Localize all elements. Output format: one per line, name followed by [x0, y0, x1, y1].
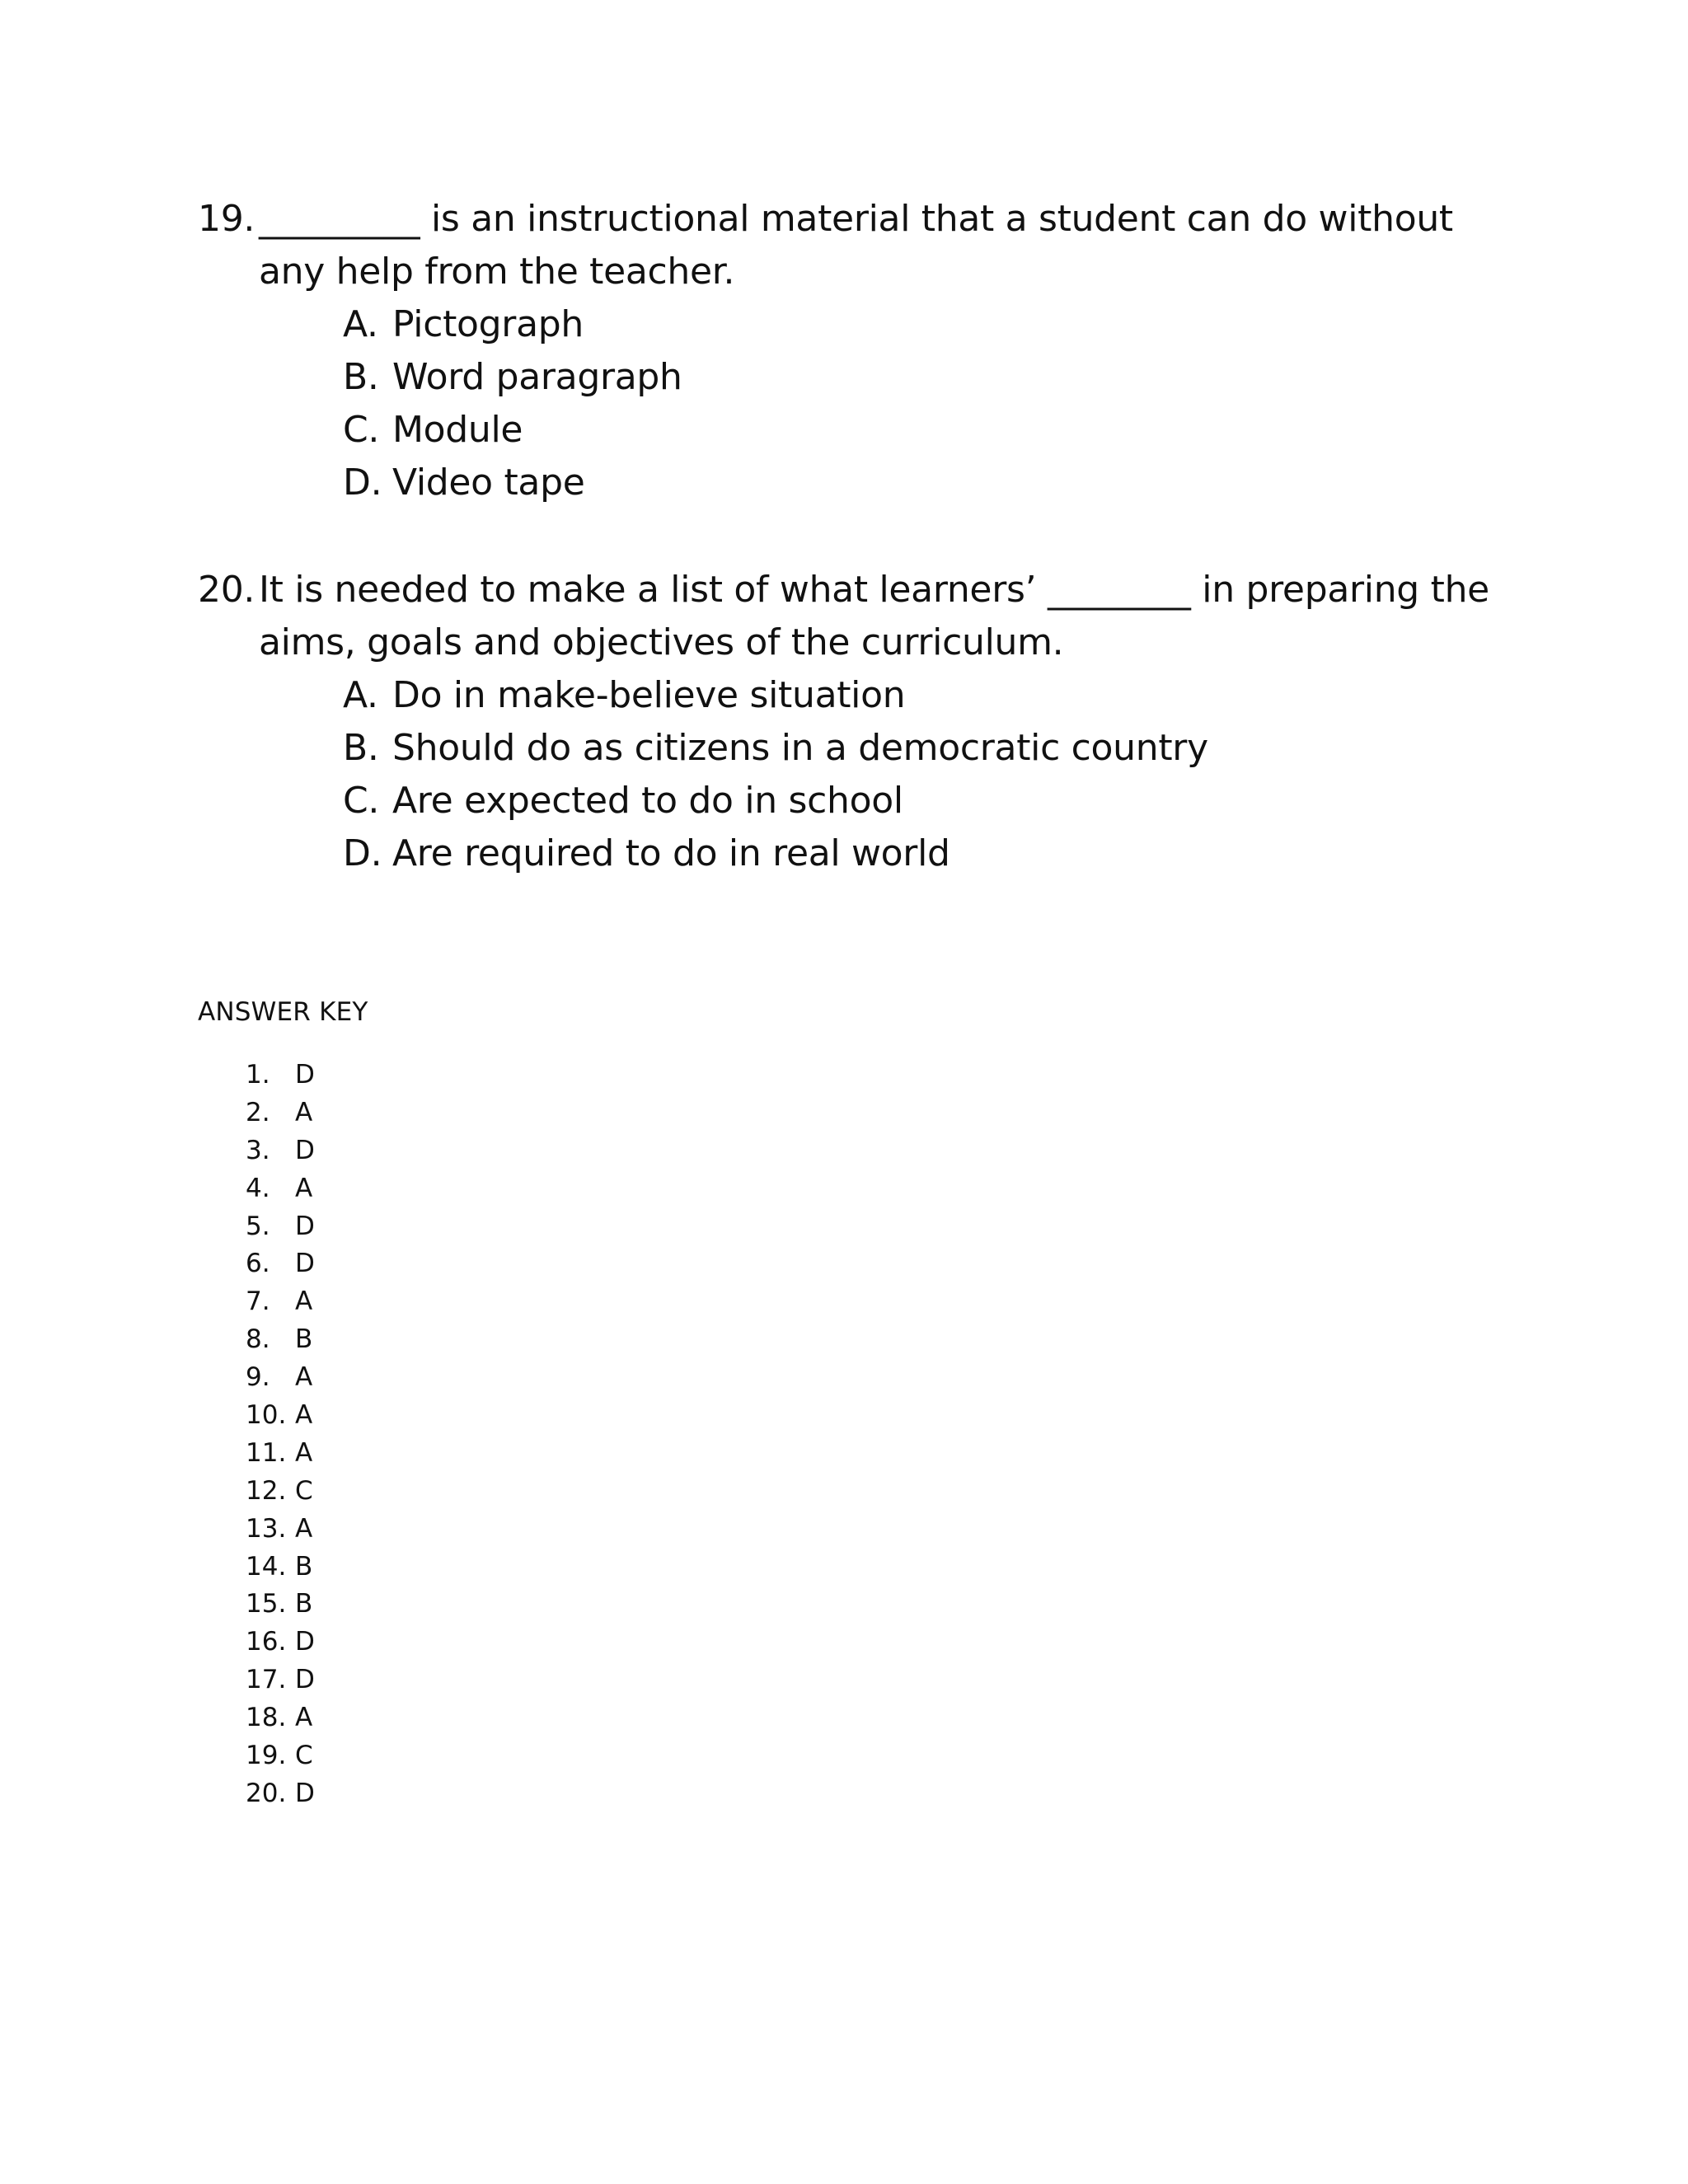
answer-item — [246, 1397, 315, 1435]
answer-value: A — [295, 1362, 313, 1393]
answer-number: 18. — [246, 1703, 287, 1733]
answer-number: 16. — [246, 1627, 287, 1657]
answer-value: A — [295, 1286, 313, 1317]
answer-item — [246, 1208, 315, 1246]
choice-text: Do in make-believe situation — [392, 674, 906, 716]
choice-text: Should do as citizens in a democratic country — [392, 727, 1208, 769]
answer-item — [246, 1549, 315, 1586]
question-text-line-2: aims, goals and objectives of the curriculum. — [259, 621, 1064, 663]
answer-item — [246, 1170, 315, 1208]
answer-item — [246, 1775, 315, 1813]
answer-item — [246, 1321, 315, 1359]
answer-key-title: ANSWER KEY — [198, 997, 368, 1027]
choice-c — [198, 404, 1484, 457]
choice-letter: A. — [343, 674, 378, 716]
choice-letter: C. — [343, 409, 380, 451]
question-number: 19. — [198, 198, 256, 240]
answer-number: 20. — [246, 1778, 287, 1808]
answer-number: 8. — [246, 1324, 270, 1355]
question-19 — [198, 193, 1484, 509]
answer-value: C — [295, 1475, 313, 1506]
answer-value: D — [295, 1060, 315, 1090]
choice-letter: B. — [343, 356, 379, 398]
question-stem — [198, 193, 1484, 298]
choice-text: Module — [392, 409, 523, 451]
choice-a — [198, 298, 1484, 351]
answer-item — [246, 1359, 315, 1397]
choice-text: Are required to do in real world — [392, 832, 950, 874]
answer-value: B — [295, 1589, 313, 1619]
answer-number: 9. — [246, 1362, 270, 1393]
answer-value: D — [295, 1665, 315, 1695]
answer-item — [246, 1473, 315, 1511]
question-text-line-1: It is needed to make a list of what learners’ ________ in preparing the — [259, 569, 1489, 611]
choice-letter: D. — [343, 462, 382, 504]
answer-value: B — [295, 1551, 313, 1582]
answer-item — [246, 1511, 315, 1549]
answer-item — [246, 1132, 315, 1170]
choice-d — [198, 827, 1484, 880]
answer-number: 3. — [246, 1135, 270, 1165]
answer-value: B — [295, 1324, 313, 1355]
answer-number: 12. — [246, 1475, 287, 1506]
answer-value: A — [295, 1513, 313, 1544]
choice-b — [198, 351, 1484, 404]
choice-c — [198, 775, 1484, 827]
choice-letter: C. — [343, 780, 380, 822]
answer-number: 7. — [246, 1286, 270, 1317]
answer-item — [246, 1057, 315, 1094]
answer-value: A — [295, 1400, 313, 1431]
answer-value: C — [295, 1741, 313, 1771]
answer-number: 14. — [246, 1551, 287, 1582]
answer-number: 13. — [246, 1513, 287, 1544]
answer-item — [246, 1624, 315, 1661]
answer-value: D — [295, 1211, 315, 1241]
answer-item — [246, 1094, 315, 1132]
answer-item — [246, 1245, 315, 1283]
answer-value: D — [295, 1135, 315, 1165]
choice-list — [198, 298, 1484, 509]
answer-number: 19. — [246, 1741, 287, 1771]
answer-item — [246, 1586, 315, 1624]
answer-number: 5. — [246, 1211, 270, 1241]
answer-item — [246, 1737, 315, 1775]
answer-number: 1. — [246, 1060, 270, 1090]
question-text-line-2: any help from the teacher. — [259, 251, 735, 293]
answer-item — [246, 1435, 315, 1473]
answer-value: A — [295, 1173, 313, 1203]
answer-number: 2. — [246, 1097, 270, 1127]
question-text-line-1: _________ is an instructional material that a student can do without — [259, 198, 1453, 240]
choice-letter: B. — [343, 727, 379, 769]
answer-key-list — [246, 1057, 315, 1813]
choice-text: Pictograph — [392, 303, 584, 345]
choice-text: Video tape — [392, 462, 585, 504]
choice-list — [198, 669, 1484, 880]
answer-value: A — [295, 1437, 313, 1468]
choice-text: Word paragraph — [392, 356, 682, 398]
answer-value: A — [295, 1703, 313, 1733]
answer-number: 10. — [246, 1400, 287, 1431]
answer-value: D — [295, 1778, 315, 1808]
choice-text: Are expected to do in school — [392, 780, 903, 822]
answer-value: D — [295, 1249, 315, 1279]
answer-item — [246, 1283, 315, 1321]
answer-number: 11. — [246, 1437, 287, 1468]
answer-value: A — [295, 1097, 313, 1127]
answer-number: 17. — [246, 1665, 287, 1695]
question-number: 20. — [198, 569, 256, 611]
choice-b — [198, 722, 1484, 775]
choice-letter: A. — [343, 303, 378, 345]
choice-letter: D. — [343, 832, 382, 874]
answer-item — [246, 1661, 315, 1699]
answer-number: 15. — [246, 1589, 287, 1619]
choice-d — [198, 457, 1484, 509]
answer-item — [246, 1699, 315, 1737]
choice-a — [198, 669, 1484, 722]
question-stem — [198, 564, 1489, 669]
answer-number: 4. — [246, 1173, 270, 1203]
answer-number: 6. — [246, 1249, 270, 1279]
answer-value: D — [295, 1627, 315, 1657]
question-20 — [198, 564, 1489, 880]
